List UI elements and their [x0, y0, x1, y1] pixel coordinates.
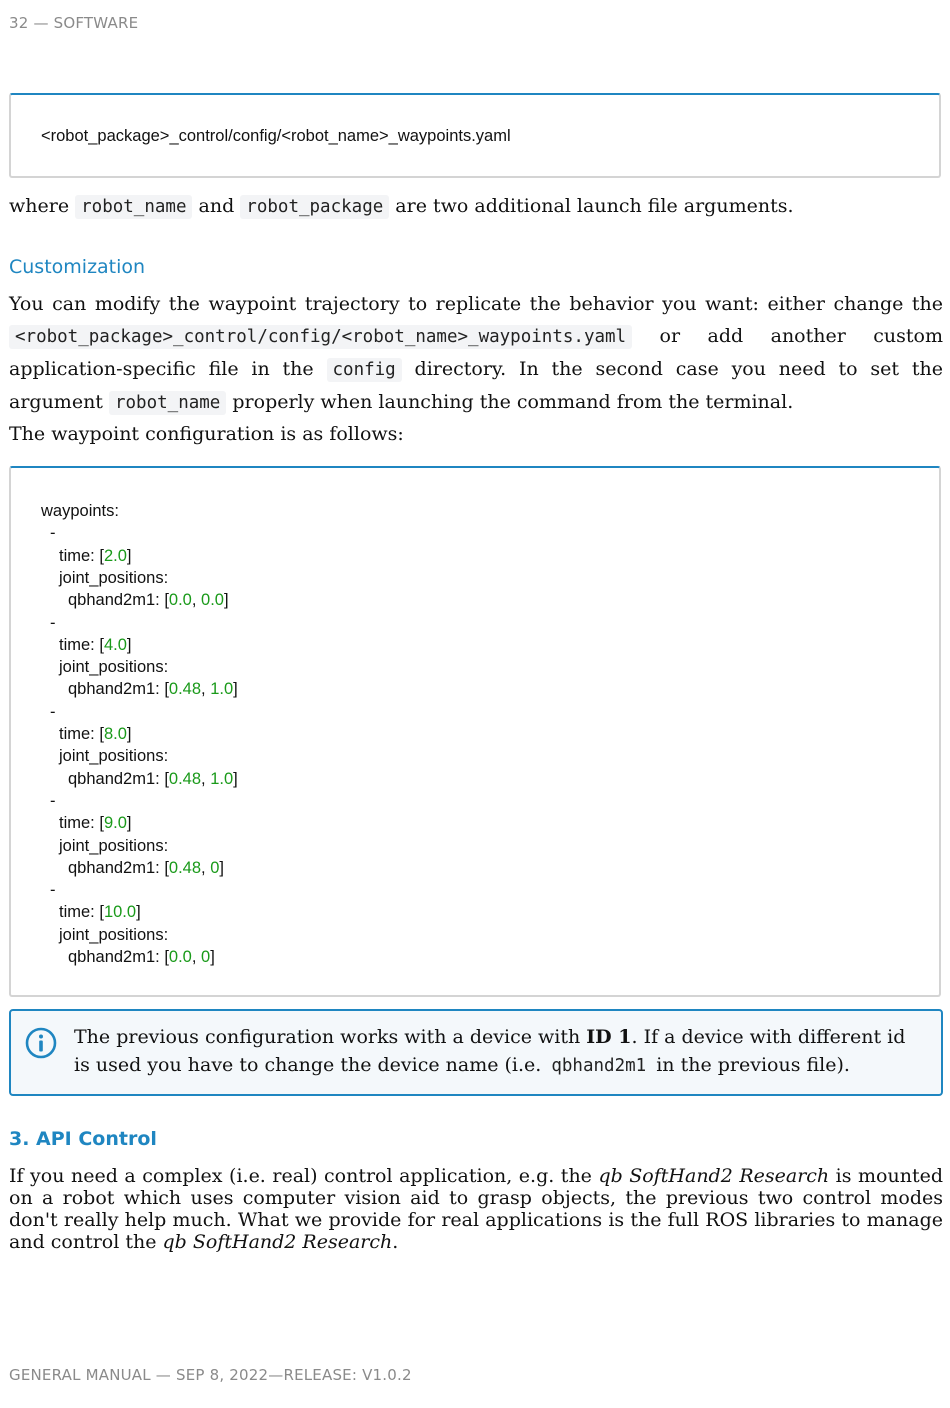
yaml-text: ] — [136, 903, 141, 922]
footer-release: RELEASE: V1.0.2 — [283, 1366, 412, 1384]
yaml-hand-line — [68, 591, 229, 610]
yaml-text: , — [191, 591, 202, 610]
yaml-number: 9.0 — [103, 814, 127, 833]
yaml-number: 0.48 — [168, 858, 202, 877]
yaml-text: , — [201, 858, 211, 877]
yaml-dash — [50, 524, 56, 543]
yaml-number: 1.0 — [210, 680, 234, 699]
note-text — [74, 1023, 921, 1080]
yaml-text: , — [201, 769, 211, 788]
yaml-text: time: [ — [59, 814, 104, 833]
code-block-waypoints — [9, 466, 941, 997]
yaml-dash — [50, 703, 56, 722]
yaml-number: 0.48 — [168, 769, 202, 788]
yaml-text: ] — [210, 948, 215, 966]
yaml-text: ] — [233, 680, 238, 699]
text: is mounted on a robot which uses computer vision aid to grasp objects, the previous two control modes don't really help much. What we provide for real applications is the full ROS libraries to manage and control the — [9, 1165, 943, 1253]
code-block-path — [9, 93, 941, 178]
yaml-hand-line — [68, 770, 238, 789]
inline-code: config — [327, 358, 402, 382]
page-number: 32 — [9, 14, 29, 32]
text: where — [9, 195, 76, 217]
yaml-joint-positions-line — [59, 926, 168, 945]
yaml-text: joint_positions: — [59, 925, 169, 944]
text: If you need a complex (i.e. real) control application, e.g. the — [9, 1165, 599, 1187]
yaml-joint-positions-line — [59, 569, 168, 588]
yaml-number: 4.0 — [103, 635, 127, 654]
yaml-text: qbhand2m1: [ — [68, 948, 169, 966]
yaml-number: 0.48 — [168, 680, 202, 699]
footer-date: SEP 8, 2022 — [175, 1366, 269, 1384]
api-control-paragraph — [9, 1165, 943, 1253]
yaml-joint-positions-line — [59, 837, 168, 856]
inline-code: robot_package — [240, 195, 389, 219]
italic-text: qb SoftHand2 Research — [162, 1231, 393, 1253]
text: or add another custom application-specific file in the — [9, 325, 943, 380]
yaml-root-key: waypoints: — [41, 502, 119, 520]
yaml-number: 0.0 — [168, 591, 192, 610]
api-control-heading: 3. API Control — [9, 1128, 157, 1150]
yaml-hand-line — [68, 680, 238, 699]
yaml-number: 0 — [210, 858, 220, 877]
yaml-text: , — [191, 948, 202, 966]
text: directory. In the second case you need to set the argument — [9, 358, 943, 413]
launch-args-paragraph — [9, 190, 943, 223]
yaml-text: qbhand2m1: [ — [68, 769, 169, 788]
inline-code: <robot_package>_control/config/<robot_name>_waypoints.yaml — [9, 325, 632, 349]
yaml-text: - — [50, 613, 56, 632]
config-intro: The waypoint configuration is as follows: — [9, 423, 404, 445]
customization-heading: Customization — [9, 256, 146, 278]
yaml-text: joint_positions: — [59, 836, 169, 855]
yaml-text: ] — [219, 858, 224, 877]
yaml-text: ] — [126, 635, 132, 654]
text: are two additional launch file arguments. — [389, 195, 794, 217]
text: The previous configuration works with a device with — [74, 1026, 587, 1048]
yaml-text: joint_positions: — [59, 658, 169, 677]
yaml-dash — [50, 614, 56, 633]
page-footer — [9, 1366, 412, 1384]
yaml-time-line — [59, 636, 131, 655]
code-line: <robot_package>_control/config/<robot_name>_waypoints.yaml — [41, 127, 511, 145]
info-note — [9, 1009, 943, 1096]
yaml-text: time: [ — [59, 725, 104, 743]
yaml-text: qbhand2m1: [ — [68, 858, 169, 877]
yaml-text: qbhand2m1: [ — [68, 680, 169, 699]
yaml-text: - — [50, 881, 56, 900]
yaml-number: 1.0 — [210, 769, 234, 788]
yaml-text: joint_positions: — [59, 747, 169, 766]
yaml-text: ] — [223, 591, 229, 610]
yaml-joint-positions-line — [59, 658, 168, 677]
info-circle-icon — [25, 1027, 57, 1059]
page-header — [9, 14, 138, 32]
inline-code: robot_name — [75, 195, 192, 219]
inline-code: qbhand2m1 — [551, 1056, 647, 1076]
footer-separator: — — [268, 1366, 284, 1384]
text: in the previous file). — [650, 1054, 850, 1076]
yaml-text: - — [50, 791, 56, 810]
text: and — [192, 195, 241, 217]
yaml-text: - — [50, 702, 56, 721]
text: You can modify the waypoint trajectory to replicate the behavior you want: either change the — [9, 293, 943, 315]
italic-text: qb SoftHand2 Research — [598, 1165, 830, 1187]
yaml-text: - — [50, 524, 56, 543]
yaml-joint-positions-line — [59, 747, 168, 766]
yaml-time-line — [59, 814, 131, 833]
text: . — [392, 1231, 399, 1253]
yaml-time-line — [59, 903, 141, 922]
yaml-text: ] — [233, 769, 238, 788]
bold-text: ID 1 — [586, 1026, 632, 1048]
yaml-hand-line — [68, 948, 215, 967]
inline-code: robot_name — [109, 391, 226, 415]
yaml-text: , — [201, 680, 211, 699]
customization-paragraph — [9, 288, 943, 419]
yaml-text: time: [ — [59, 546, 104, 565]
yaml-dash — [50, 792, 56, 811]
yaml-hand-line — [68, 859, 224, 878]
text: . If a device with different id is used you have to change the device name (i.e. — [74, 1026, 906, 1076]
yaml-text: qbhand2m1: [ — [68, 591, 169, 610]
yaml-text: ] — [126, 814, 132, 833]
yaml-dash — [50, 881, 56, 900]
yaml-text: ] — [126, 546, 132, 565]
yaml-number: 10.0 — [103, 903, 137, 922]
yaml-text: time: [ — [59, 903, 104, 922]
yaml-time-line — [59, 547, 131, 566]
yaml-number: 2.0 — [103, 546, 127, 565]
text: properly when launching the command from the terminal. — [226, 391, 794, 413]
yaml-number: 8.0 — [103, 725, 127, 743]
yaml-number: 0.0 — [201, 591, 224, 610]
header-section: SOFTWARE — [53, 14, 139, 32]
yaml-text: time: [ — [59, 635, 104, 654]
footer-manual: GENERAL MANUAL — [9, 1366, 151, 1384]
header-separator: — — [33, 14, 49, 32]
yaml-number: 0.0 — [168, 948, 192, 966]
footer-separator: — — [155, 1366, 171, 1384]
yaml-time-line — [59, 725, 131, 744]
yaml-number: 0 — [201, 948, 211, 966]
yaml-text: joint_positions: — [59, 568, 169, 587]
yaml-text: ] — [126, 725, 132, 743]
